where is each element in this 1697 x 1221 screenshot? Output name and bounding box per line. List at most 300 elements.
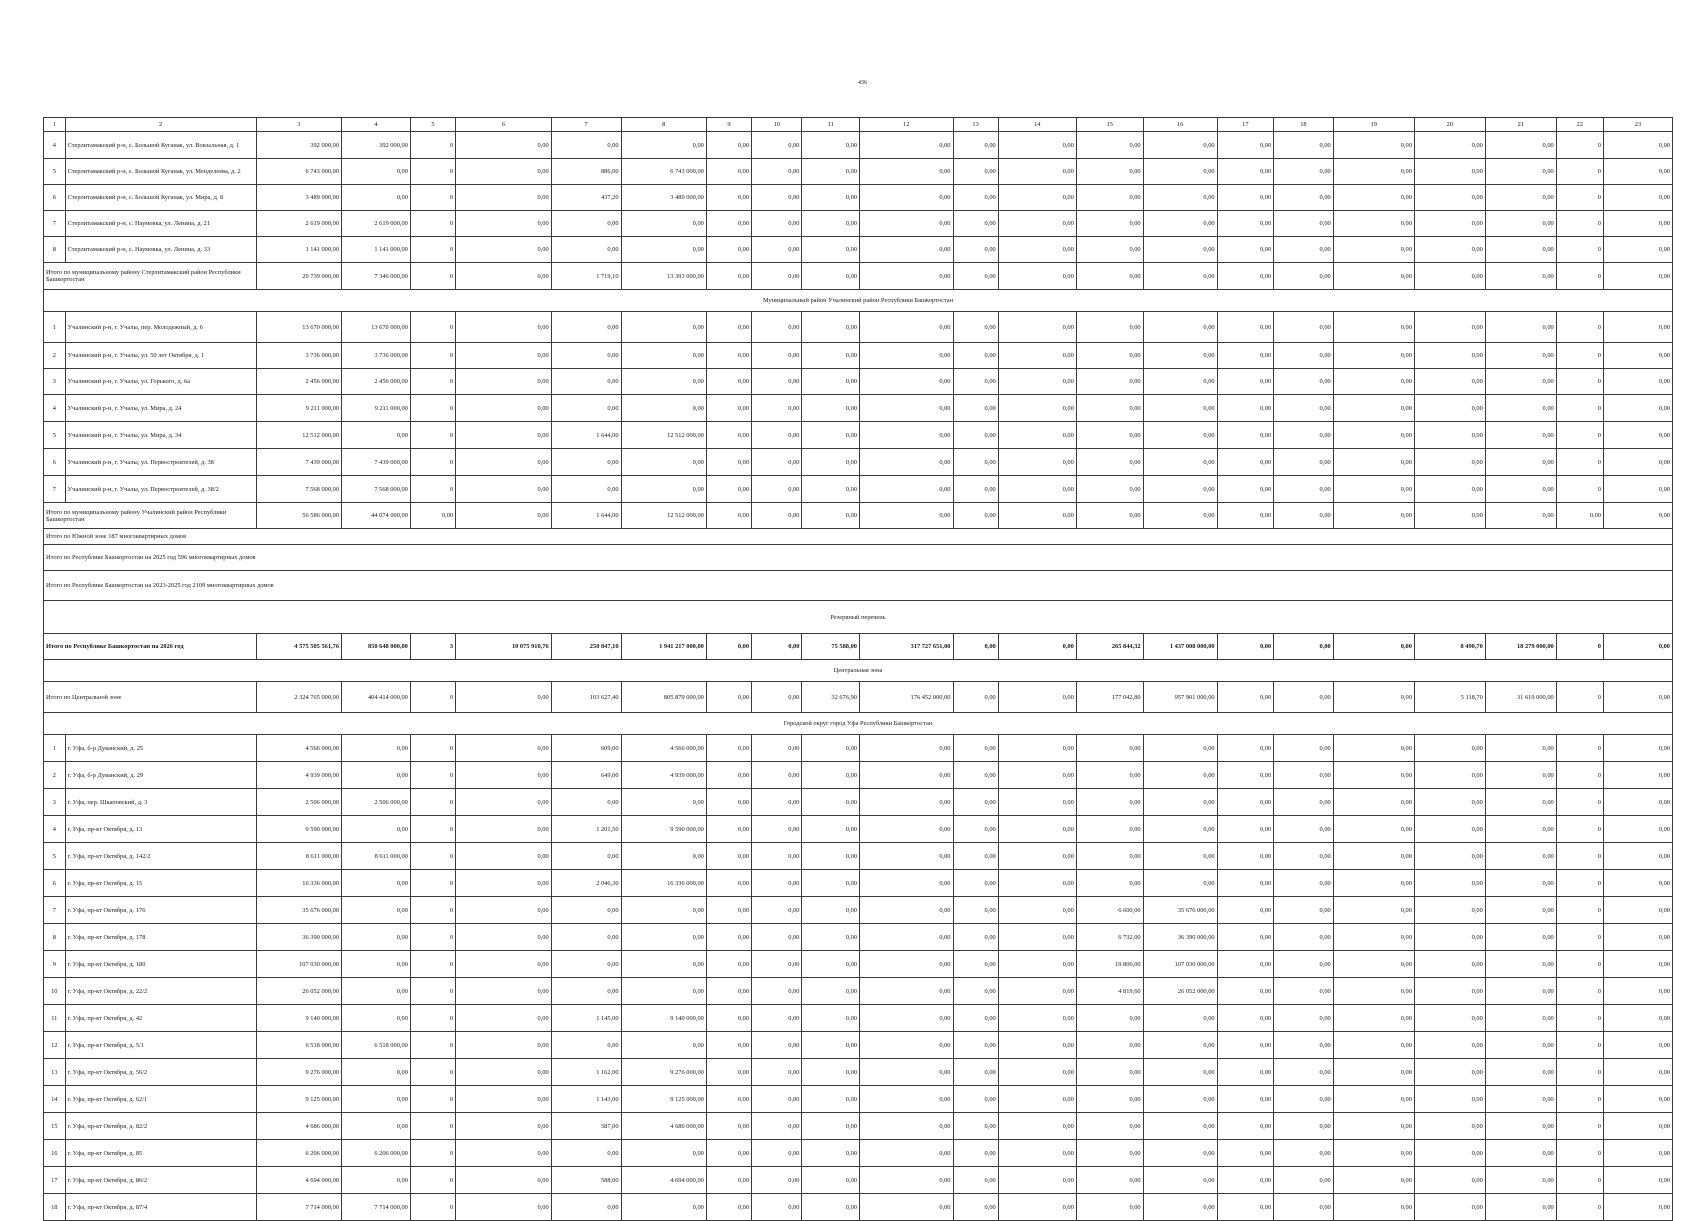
value-cell: 0,00 <box>706 789 751 816</box>
value-cell: 2 619 000,00 <box>342 211 411 237</box>
value-cell: 0,00 <box>752 789 802 816</box>
value-cell: 1 644,00 <box>551 422 621 449</box>
value-cell: 0,00 <box>859 1140 953 1167</box>
address-cell: г. Уфа, б-р Дуванский, д. 29 <box>65 762 256 789</box>
value-cell: 0,00 <box>1485 735 1556 762</box>
column-number-header: 19 <box>1333 118 1414 132</box>
value-cell: 392 000,00 <box>256 132 341 159</box>
table-row <box>44 449 1673 476</box>
total-value-cell: 4 575 505 561,76 <box>256 634 341 660</box>
value-cell: 0,00 <box>1217 1113 1274 1140</box>
value-cell: 0,00 <box>998 762 1076 789</box>
total-value-cell: 13 393 000,00 <box>621 263 706 290</box>
section-heading-row <box>44 290 1673 312</box>
total-value-cell: 0,00 <box>802 263 860 290</box>
table-row <box>44 789 1673 816</box>
table-row <box>44 369 1673 395</box>
value-cell: 0,00 <box>752 369 802 395</box>
value-cell: 0 <box>1556 816 1603 843</box>
value-cell: 0 <box>1556 843 1603 870</box>
value-cell: 9 276 000,00 <box>256 1059 341 1086</box>
value-cell: 0,00 <box>998 449 1076 476</box>
value-cell: 0,00 <box>456 951 552 978</box>
value-cell: 0,00 <box>551 395 621 422</box>
column-number-header: 1 <box>44 118 66 132</box>
row-index: 1 <box>44 312 66 343</box>
value-cell: 0,00 <box>1333 762 1414 789</box>
row-index: 5 <box>44 422 66 449</box>
address-cell: г. Уфа, б-р Дуванский, д. 25 <box>65 735 256 762</box>
row-index: 8 <box>44 237 66 263</box>
value-cell: 0,00 <box>1414 449 1485 476</box>
value-cell: 1 162,00 <box>551 1059 621 1086</box>
row-index: 6 <box>44 870 66 897</box>
value-cell: 9 140 000,00 <box>256 1005 341 1032</box>
value-cell: 0,00 <box>998 422 1076 449</box>
value-cell: 0,00 <box>706 924 751 951</box>
value-cell: 7 439 000,00 <box>256 449 341 476</box>
value-cell: 886,00 <box>551 159 621 185</box>
value-cell: 0,00 <box>342 735 411 762</box>
value-cell: 0,00 <box>1217 1005 1274 1032</box>
value-cell: 0,00 <box>1485 1086 1556 1113</box>
value-cell: 0,00 <box>551 897 621 924</box>
table-row <box>44 159 1673 185</box>
value-cell: 0,00 <box>802 924 860 951</box>
value-cell: 0,00 <box>752 1059 802 1086</box>
total-label: Итого по Центральной зоне <box>44 682 257 713</box>
value-cell: 0,00 <box>1076 735 1143 762</box>
value-cell: 0,00 <box>859 211 953 237</box>
value-cell: 0,00 <box>998 870 1076 897</box>
table-row <box>44 343 1673 369</box>
value-cell: 0,00 <box>752 1167 802 1194</box>
value-cell: 0,00 <box>456 343 552 369</box>
value-cell: 0,00 <box>1414 476 1485 503</box>
address-cell: г. Уфа, пр-кт Октября, д. 82/2 <box>65 1113 256 1140</box>
value-cell: 0,00 <box>1217 897 1274 924</box>
value-cell: 0,00 <box>1076 1059 1143 1086</box>
value-cell: 0,00 <box>1485 843 1556 870</box>
value-cell: 0,00 <box>752 843 802 870</box>
value-cell: 0,00 <box>859 237 953 263</box>
column-number-header: 10 <box>752 118 802 132</box>
value-cell: 0,00 <box>1143 870 1217 897</box>
value-cell: 0,00 <box>1274 1086 1334 1113</box>
value-cell: 0,00 <box>1333 816 1414 843</box>
address-cell: Учалинский р-н, г. Учалы, ул. Мира, д. 34 <box>65 422 256 449</box>
value-cell: 0,00 <box>998 789 1076 816</box>
total-value-cell: 404 414 000,00 <box>342 682 411 713</box>
value-cell: 0 <box>1556 422 1603 449</box>
value-cell: 0,00 <box>1604 978 1673 1005</box>
value-cell: 0,00 <box>953 951 998 978</box>
value-cell: 0,00 <box>1333 951 1414 978</box>
section-heading: Резервный перечень <box>44 601 1673 634</box>
value-cell: 0,00 <box>342 924 411 951</box>
value-cell: 0,00 <box>1143 476 1217 503</box>
value-cell: 0,00 <box>551 211 621 237</box>
value-cell: 0,00 <box>802 870 860 897</box>
value-cell: 4 939 000,00 <box>621 762 706 789</box>
value-cell: 0 <box>1556 924 1603 951</box>
value-cell: 0,00 <box>1217 1086 1274 1113</box>
value-cell: 0,00 <box>1274 343 1334 369</box>
total-value-cell: 1 644,00 <box>551 503 621 529</box>
value-cell: 0,00 <box>456 1086 552 1113</box>
value-cell: 13 670 000,00 <box>256 312 341 343</box>
value-cell: 0,00 <box>1217 1032 1274 1059</box>
value-cell: 0,00 <box>1076 449 1143 476</box>
address-cell: Стерлитамакский р-н, с. Большой Куганак, ул. Менделеева, д. 2 <box>65 159 256 185</box>
value-cell: 0,00 <box>551 978 621 1005</box>
column-number-header: 23 <box>1604 118 1673 132</box>
value-cell: 0 <box>410 1032 455 1059</box>
value-cell: 0 <box>1556 476 1603 503</box>
value-cell: 0 <box>410 185 455 211</box>
value-cell: 0,00 <box>1485 185 1556 211</box>
table-row <box>44 951 1673 978</box>
column-number-header: 21 <box>1485 118 1556 132</box>
value-cell: 0,00 <box>1414 843 1485 870</box>
value-cell: 0,00 <box>1333 978 1414 1005</box>
value-cell: 0 <box>1556 978 1603 1005</box>
value-cell: 0 <box>410 449 455 476</box>
value-cell: 0,00 <box>1143 816 1217 843</box>
total-value-cell: 0,00 <box>1076 263 1143 290</box>
value-cell: 0,00 <box>1076 1032 1143 1059</box>
value-cell: 0,00 <box>456 924 552 951</box>
value-cell: 0,00 <box>998 211 1076 237</box>
total-value-cell: 0,00 <box>1414 503 1485 529</box>
value-cell: 1 145,00 <box>551 1005 621 1032</box>
summary-text: Итого по Южной зоне 187 многоквартирных домов <box>44 529 1673 545</box>
row-index: 7 <box>44 897 66 924</box>
value-cell: 0,00 <box>342 870 411 897</box>
value-cell: 0,00 <box>456 449 552 476</box>
value-cell: 0,00 <box>1076 1194 1143 1221</box>
value-cell: 0,00 <box>1076 789 1143 816</box>
value-cell: 0,00 <box>1143 132 1217 159</box>
value-cell: 0,00 <box>802 369 860 395</box>
total-value-cell: 0,00 <box>706 634 751 660</box>
value-cell: 0,00 <box>1333 735 1414 762</box>
value-cell: 9 276 000,00 <box>621 1059 706 1086</box>
value-cell: 0,00 <box>953 978 998 1005</box>
value-cell: 0,00 <box>1274 1167 1334 1194</box>
value-cell: 0,00 <box>706 1032 751 1059</box>
value-cell: 0,00 <box>802 395 860 422</box>
value-cell: 0,00 <box>706 897 751 924</box>
address-cell: Учалинский р-н, г. Учалы, ул. Горького, д. 6а <box>65 369 256 395</box>
value-cell: 0 <box>410 735 455 762</box>
column-number-header: 22 <box>1556 118 1603 132</box>
value-cell: 0,00 <box>998 1086 1076 1113</box>
value-cell: 0,00 <box>1414 211 1485 237</box>
address-cell: г. Уфа, пр-кт Октября, д. 87/4 <box>65 1194 256 1221</box>
value-cell: 0,00 <box>1333 132 1414 159</box>
value-cell: 0,00 <box>802 762 860 789</box>
value-cell: 0,00 <box>1485 924 1556 951</box>
total-value-cell: 0,00 <box>998 503 1076 529</box>
value-cell: 0,00 <box>752 476 802 503</box>
value-cell: 35 676 000,00 <box>1143 897 1217 924</box>
value-cell: 0,00 <box>1076 1005 1143 1032</box>
table-row <box>44 1113 1673 1140</box>
value-cell: 2 456 000,00 <box>256 369 341 395</box>
value-cell: 0,00 <box>1414 1005 1485 1032</box>
total-row <box>44 634 1673 660</box>
address-cell: Учалинский р-н, г. Учалы, ул. Мира, д. 24 <box>65 395 256 422</box>
table-row <box>44 897 1673 924</box>
value-cell: 0,00 <box>621 312 706 343</box>
value-cell: 0,00 <box>621 1194 706 1221</box>
value-cell: 0,00 <box>456 1005 552 1032</box>
total-value-cell: 0,00 <box>953 503 998 529</box>
value-cell: 0,00 <box>1414 735 1485 762</box>
total-value-cell: 0,00 <box>752 263 802 290</box>
total-value-cell: 0,00 <box>1604 503 1673 529</box>
value-cell: 0,00 <box>1217 843 1274 870</box>
value-cell: 8 611 000,00 <box>256 843 341 870</box>
value-cell: 0,00 <box>998 312 1076 343</box>
value-cell: 0,00 <box>706 449 751 476</box>
value-cell: 0,00 <box>342 978 411 1005</box>
value-cell: 0,00 <box>706 1140 751 1167</box>
value-cell: 0,00 <box>1485 1167 1556 1194</box>
total-value-cell: 0 <box>410 263 455 290</box>
value-cell: 16 336 000,00 <box>621 870 706 897</box>
value-cell: 0 <box>1556 237 1603 263</box>
value-cell: 0,00 <box>706 951 751 978</box>
value-cell: 0,00 <box>551 951 621 978</box>
value-cell: 0,00 <box>456 1032 552 1059</box>
value-cell: 0,00 <box>953 789 998 816</box>
summary-text-row <box>44 571 1673 601</box>
value-cell: 0,00 <box>1604 343 1673 369</box>
value-cell: 0,00 <box>1076 816 1143 843</box>
value-cell: 0 <box>1556 343 1603 369</box>
value-cell: 0,00 <box>802 132 860 159</box>
value-cell: 0,00 <box>859 1194 953 1221</box>
total-value-cell: 0,00 <box>1333 634 1414 660</box>
value-cell: 0,00 <box>1604 449 1673 476</box>
value-cell: 0 <box>410 924 455 951</box>
value-cell: 0,00 <box>802 1167 860 1194</box>
value-cell: 0,00 <box>1485 422 1556 449</box>
value-cell: 0,00 <box>1143 211 1217 237</box>
value-cell: 0,00 <box>1217 185 1274 211</box>
value-cell: 0,00 <box>551 476 621 503</box>
summary-text-row <box>44 545 1673 571</box>
value-cell: 0 <box>1556 395 1603 422</box>
value-cell: 0,00 <box>998 132 1076 159</box>
value-cell: 0,00 <box>953 211 998 237</box>
address-cell: г. Уфа, пр-кт Октября, д. 56/2 <box>65 1059 256 1086</box>
value-cell: 0,00 <box>1414 951 1485 978</box>
value-cell: 0,00 <box>859 159 953 185</box>
value-cell: 0,00 <box>1274 978 1334 1005</box>
value-cell: 0,00 <box>752 1113 802 1140</box>
column-number-header: 12 <box>859 118 953 132</box>
value-cell: 0,00 <box>1414 185 1485 211</box>
value-cell: 0,00 <box>342 816 411 843</box>
value-cell: 0,00 <box>1274 395 1334 422</box>
value-cell: 0,00 <box>859 312 953 343</box>
value-cell: 0 <box>410 476 455 503</box>
value-cell: 0,00 <box>1274 1194 1334 1221</box>
total-value-cell: 0,00 <box>456 263 552 290</box>
value-cell: 0 <box>410 951 455 978</box>
value-cell: 0,00 <box>1333 369 1414 395</box>
address-cell: г. Уфа, пр-кт Октября, д. 142/2 <box>65 843 256 870</box>
total-value-cell: 7 346 000,00 <box>342 263 411 290</box>
value-cell: 0,00 <box>551 1140 621 1167</box>
section-heading: Городской округ город Уфа Республики Башкортостан <box>44 713 1673 735</box>
table-row <box>44 422 1673 449</box>
value-cell: 587,00 <box>551 1113 621 1140</box>
value-cell: 0,00 <box>998 343 1076 369</box>
value-cell: 0,00 <box>1414 312 1485 343</box>
total-value-cell: 317 727 651,00 <box>859 634 953 660</box>
value-cell: 107 030 000,00 <box>256 951 341 978</box>
value-cell: 0 <box>1556 1167 1603 1194</box>
value-cell: 0,00 <box>1414 762 1485 789</box>
value-cell: 0,00 <box>752 816 802 843</box>
value-cell: 0,00 <box>1604 1032 1673 1059</box>
row-index: 5 <box>44 159 66 185</box>
value-cell: 0,00 <box>1076 395 1143 422</box>
value-cell: 0,00 <box>1076 211 1143 237</box>
value-cell: 0,00 <box>1143 395 1217 422</box>
value-cell: 0,00 <box>1217 476 1274 503</box>
value-cell: 0,00 <box>802 735 860 762</box>
value-cell: 16 336 000,00 <box>256 870 341 897</box>
total-value-cell: 0,00 <box>1274 263 1334 290</box>
value-cell: 0,00 <box>1485 978 1556 1005</box>
value-cell: 0,00 <box>953 1032 998 1059</box>
value-cell: 0 <box>1556 312 1603 343</box>
value-cell: 0,00 <box>1076 185 1143 211</box>
value-cell: 0,00 <box>1333 237 1414 263</box>
column-number-header: 15 <box>1076 118 1143 132</box>
value-cell: 0,00 <box>1274 449 1334 476</box>
value-cell: 0,00 <box>342 897 411 924</box>
value-cell: 0,00 <box>953 843 998 870</box>
value-cell: 0,00 <box>953 159 998 185</box>
value-cell: 0,00 <box>859 1113 953 1140</box>
value-cell: 0,00 <box>802 449 860 476</box>
table-row <box>44 816 1673 843</box>
value-cell: 0,00 <box>1076 343 1143 369</box>
value-cell: 0,00 <box>1076 422 1143 449</box>
total-value-cell: 0,00 <box>706 503 751 529</box>
value-cell: 2 456 000,00 <box>342 369 411 395</box>
value-cell: 0,00 <box>1076 476 1143 503</box>
column-number-header: 14 <box>998 118 1076 132</box>
value-cell: 0 <box>410 1113 455 1140</box>
value-cell: 0,00 <box>1604 897 1673 924</box>
value-cell: 0,00 <box>1414 1113 1485 1140</box>
value-cell: 0,00 <box>621 132 706 159</box>
value-cell: 0,00 <box>551 449 621 476</box>
value-cell: 0,00 <box>1485 870 1556 897</box>
value-cell: 0 <box>410 159 455 185</box>
value-cell: 0,00 <box>953 870 998 897</box>
value-cell: 0,00 <box>859 897 953 924</box>
value-cell: 0,00 <box>1143 449 1217 476</box>
value-cell: 0,00 <box>1414 1194 1485 1221</box>
value-cell: 0 <box>410 816 455 843</box>
value-cell: 0,00 <box>706 237 751 263</box>
value-cell: 0,00 <box>1333 870 1414 897</box>
value-cell: 0,00 <box>551 132 621 159</box>
total-value-cell: 0,00 <box>1485 503 1556 529</box>
value-cell: 9 125 000,00 <box>621 1086 706 1113</box>
value-cell: 0,00 <box>456 870 552 897</box>
value-cell: 0 <box>410 211 455 237</box>
value-cell: 0,00 <box>1414 343 1485 369</box>
value-cell: 0,00 <box>551 843 621 870</box>
value-cell: 0,00 <box>1485 897 1556 924</box>
value-cell: 0,00 <box>1143 1005 1217 1032</box>
value-cell: 0,00 <box>752 1032 802 1059</box>
value-cell: 4 694 000,00 <box>256 1167 341 1194</box>
address-cell: г. Уфа, пр-кт Октября, д. 15 <box>65 870 256 897</box>
value-cell: 0,00 <box>1143 422 1217 449</box>
value-cell: 0,00 <box>706 422 751 449</box>
value-cell: 0,00 <box>953 476 998 503</box>
value-cell: 0 <box>1556 1005 1603 1032</box>
value-cell: 0,00 <box>953 132 998 159</box>
value-cell: 0,00 <box>1604 924 1673 951</box>
value-cell: 0,00 <box>1414 132 1485 159</box>
row-index: 13 <box>44 1059 66 1086</box>
row-index: 3 <box>44 369 66 395</box>
row-index: 15 <box>44 1113 66 1140</box>
value-cell: 3 489 000,00 <box>621 185 706 211</box>
value-cell: 0,00 <box>859 422 953 449</box>
row-index: 14 <box>44 1086 66 1113</box>
value-cell: 0,00 <box>621 924 706 951</box>
value-cell: 0,00 <box>802 237 860 263</box>
value-cell: 2 046,30 <box>551 870 621 897</box>
address-cell: г. Уфа, пр-кт Октября, д. 85 <box>65 1140 256 1167</box>
value-cell: 0,00 <box>1414 924 1485 951</box>
value-cell: 0,00 <box>953 924 998 951</box>
value-cell: 0 <box>410 1167 455 1194</box>
value-cell: 4 566 000,00 <box>256 735 341 762</box>
value-cell: 0,00 <box>1217 978 1274 1005</box>
total-value-cell: 1 437 008 000,00 <box>1143 634 1217 660</box>
value-cell: 0,00 <box>456 185 552 211</box>
value-cell: 0,00 <box>1274 924 1334 951</box>
total-row <box>44 263 1673 290</box>
value-cell: 0,00 <box>706 870 751 897</box>
value-cell: 9 140 000,00 <box>621 1005 706 1032</box>
value-cell: 0,00 <box>998 476 1076 503</box>
value-cell: 0,00 <box>953 1194 998 1221</box>
value-cell: 0,00 <box>859 735 953 762</box>
value-cell: 0,00 <box>1076 369 1143 395</box>
total-value-cell: 176 452 000,00 <box>859 682 953 713</box>
value-cell: 0,00 <box>953 312 998 343</box>
row-index: 1 <box>44 735 66 762</box>
value-cell: 0,00 <box>1333 1059 1414 1086</box>
value-cell: 0,00 <box>802 1113 860 1140</box>
value-cell: 0,00 <box>1217 1194 1274 1221</box>
value-cell: 0,00 <box>1274 1005 1334 1032</box>
